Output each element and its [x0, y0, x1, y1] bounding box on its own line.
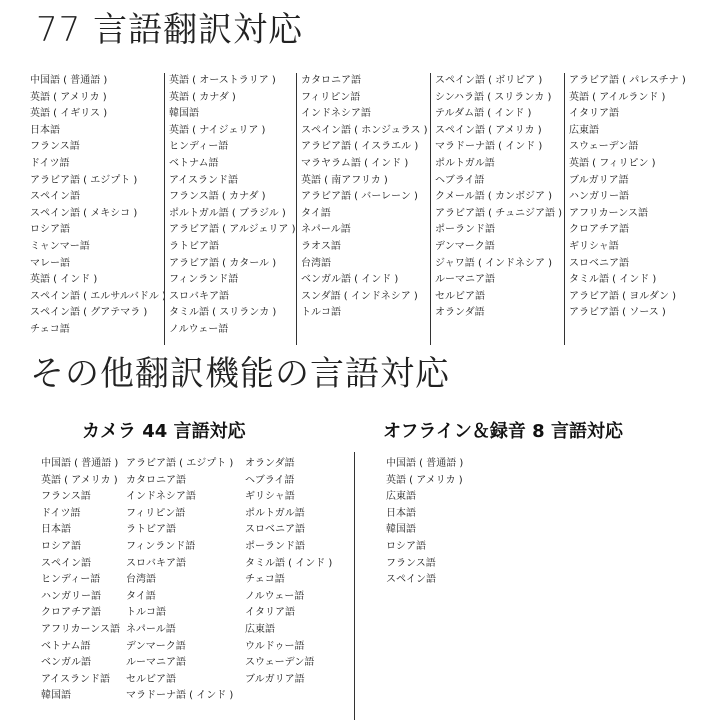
camera-language-column-2 [126, 456, 242, 705]
language-item: フィンランド語 [126, 540, 196, 552]
language-item: ブルガリア語 [245, 673, 305, 685]
language-item: スペイン語 ( ホンジュラス ) [301, 124, 428, 136]
language-item: 英語 ( イギリス ) [30, 108, 108, 120]
language-item: タイ語 [126, 590, 156, 602]
language-item: インドネシア語 [126, 491, 196, 503]
language-column-3 [296, 73, 428, 345]
language-item: セルビア語 [435, 290, 485, 302]
language-item: フィリピン語 [126, 507, 186, 519]
language-item: トルコ語 [126, 607, 166, 619]
camera-section-title: カメラ 44 言語対応 [82, 421, 246, 442]
language-item: フランス語 [41, 491, 91, 503]
language-item: セルビア語 [126, 673, 176, 685]
language-item: 韓国語 [41, 690, 71, 702]
language-item: ロシア語 [386, 540, 426, 552]
language-item: 韓国語 [386, 524, 416, 536]
language-item: ネパール語 [301, 224, 351, 236]
language-item: アラビア語 ( カタール ) [169, 257, 277, 269]
language-item: タミル語 ( インド ) [245, 557, 333, 569]
language-item: ドイツ語 [41, 507, 81, 519]
language-item: 台湾語 [126, 574, 156, 586]
language-item: ラオス語 [301, 240, 341, 252]
language-item: ロシア語 [41, 540, 81, 552]
language-item: ブルガリア語 [569, 174, 629, 186]
language-item: イタリア語 [245, 607, 295, 619]
language-item: シンハラ語 ( スリランカ ) [435, 91, 552, 103]
language-item: スペイン語 ( グアテマラ ) [30, 307, 148, 319]
language-item: スペイン語 ( エルサルバドル ) [30, 290, 166, 302]
language-column-4 [430, 73, 563, 345]
language-item: ベトナム語 [41, 640, 91, 652]
language-item: ポルトガル語 [435, 157, 495, 169]
language-item: ジャワ語 ( インドネシア ) [435, 257, 553, 269]
language-item: アフリカーンス語 [569, 207, 648, 219]
language-item: タミル語 ( スリランカ ) [169, 307, 277, 319]
language-item: 日本語 [30, 124, 60, 136]
language-item: アラビア語 ( アルジェリア ) [169, 224, 296, 236]
language-item: ノルウェー語 [245, 590, 305, 602]
language-item: 英語 ( アメリカ ) [30, 91, 107, 103]
language-item: トルコ語 [301, 307, 341, 319]
language-item: スペイン語 ( メキシコ ) [30, 207, 138, 219]
language-item: フランス語 [30, 141, 80, 153]
language-item: スペイン語 [386, 574, 436, 586]
language-item: スロベニア語 [245, 524, 305, 536]
language-item: マラヤラム語 ( インド ) [301, 157, 409, 169]
language-item: フィリピン語 [301, 91, 361, 103]
language-item: ヒンディー語 [169, 141, 229, 153]
language-item: 台湾語 [301, 257, 331, 269]
language-item: ラトビア語 [169, 240, 219, 252]
language-item: マラドーナ語 ( インド ) [126, 690, 234, 702]
language-item: ルーマニア語 [435, 274, 495, 286]
language-item: 広東語 [569, 124, 599, 136]
language-column-5 [564, 73, 691, 345]
language-item: スウェーデン語 [245, 657, 315, 669]
language-item: アイスランド語 [41, 673, 110, 685]
language-item: 英語 ( インド ) [30, 274, 98, 286]
language-item: チェコ語 [30, 323, 70, 335]
language-item: アラビア語 ( エジプト ) [30, 174, 138, 186]
language-item: スペイン語 ( アメリカ ) [435, 124, 542, 136]
language-item: 日本語 [41, 524, 71, 536]
language-item: 日本語 [386, 507, 416, 519]
language-item: 広東語 [386, 491, 416, 503]
language-item: チェコ語 [245, 574, 285, 586]
language-column-2 [164, 73, 296, 345]
language-item: アイスランド語 [169, 174, 238, 186]
language-item: タミル語 ( インド ) [569, 274, 657, 286]
language-item: スンダ語 ( インドネシア ) [301, 290, 418, 302]
language-item: ノルウェー語 [169, 323, 229, 335]
language-item: 英語 ( カナダ ) [169, 91, 236, 103]
language-item: アラビア語 ( ソース ) [569, 307, 666, 319]
language-item: デンマーク語 [435, 240, 495, 252]
language-item: アフリカーンス語 [41, 623, 120, 635]
language-item: オランダ語 [435, 307, 485, 319]
language-item: アラビア語 ( エジプト ) [126, 458, 234, 469]
language-item: ハンガリー語 [41, 590, 101, 602]
language-item: クメール語 ( カンボジア ) [435, 191, 553, 203]
language-item: 英語 ( アイルランド ) [569, 91, 666, 103]
language-item: 英語 ( アメリカ ) [41, 474, 118, 486]
language-item: ギリシャ語 [245, 491, 295, 503]
language-item: アラビア語 ( チュニジア語 ) [435, 207, 563, 219]
language-item: 英語 ( 南アフリカ ) [301, 174, 388, 186]
language-item: カタロニア語 [126, 474, 186, 486]
language-item: ヘブライ語 [435, 174, 485, 186]
camera-language-column-1 [41, 456, 125, 705]
language-item: ベトナム語 [169, 157, 219, 169]
offline-section-title: オフライン＆録音 8 言語対応 [383, 421, 623, 442]
language-item: ネパール語 [126, 623, 176, 635]
language-item: マラドーナ語 ( インド ) [435, 141, 543, 153]
language-item: ドイツ語 [30, 157, 70, 169]
language-item: アラビア語 ( イスラエル ) [301, 141, 419, 153]
language-item: ポーランド語 [245, 540, 305, 552]
language-item: ポーランド語 [435, 224, 495, 236]
language-item: タイ語 [301, 207, 331, 219]
language-item: ベンガル語 [41, 657, 91, 669]
language-item: フィンランド語 [169, 274, 239, 286]
language-item: 中国語 ( 普通語 ) [386, 458, 464, 469]
language-item: 中国語 ( 普通語 ) [30, 75, 108, 86]
language-item: カタロニア語 [301, 75, 361, 86]
language-item: 英語 ( アメリカ ) [386, 474, 463, 486]
language-item: ヒンディー語 [41, 574, 101, 586]
language-item: テルダム語 ( インド ) [435, 108, 532, 120]
offline-language-column [386, 456, 586, 589]
language-item: インドネシア語 [301, 108, 371, 120]
language-item: ポルトガル語 ( ブラジル ) [169, 207, 286, 219]
language-item: フランス語 [386, 557, 436, 569]
language-item: 英語 ( オーストラリア ) [169, 75, 276, 86]
language-item: クロアチア語 [569, 224, 629, 236]
language-item: 英語 ( フィリピン ) [569, 157, 656, 169]
language-item: スロバキア語 [126, 557, 186, 569]
language-item: ギリシャ語 [569, 240, 619, 252]
language-item: アラビア語 ( ヨルダン ) [569, 290, 677, 302]
section-divider [354, 452, 355, 720]
language-item: スペイン語 [41, 557, 91, 569]
language-item: アラビア語 ( バーレーン ) [301, 191, 418, 203]
language-item: スロバキア語 [169, 290, 229, 302]
language-item: アラビア語 ( パレスチナ ) [569, 75, 686, 86]
language-item: ラトビア語 [126, 524, 176, 536]
language-item: 韓国語 [169, 108, 199, 120]
language-item: ルーマニア語 [126, 657, 186, 669]
language-item: ポルトガル語 [245, 507, 305, 519]
language-item: クロアチア語 [41, 607, 101, 619]
language-item: ベンガル語 ( インド ) [301, 274, 399, 286]
language-item: 中国語 ( 普通語 ) [41, 458, 119, 469]
language-item: オランダ語 [245, 458, 295, 469]
language-item: イタリア語 [569, 108, 619, 120]
language-item: スロベニア語 [569, 257, 629, 269]
language-item: デンマーク語 [126, 640, 186, 652]
language-item: フランス語 ( カナダ ) [169, 191, 266, 203]
language-item: ウルドゥー語 [245, 640, 305, 652]
language-item: ハンガリー語 [569, 191, 629, 203]
language-item: スペイン語 [30, 191, 80, 203]
language-column-1 [30, 73, 164, 345]
language-item: 英語 ( ナイジェリア ) [169, 124, 266, 136]
page-title-77-languages: 77 言語翻訳対応 [36, 10, 304, 50]
page-title-other-features: その他翻訳機能の言語対応 [30, 354, 450, 394]
language-item: スウェーデン語 [569, 141, 639, 153]
language-item: ヘブライ語 [245, 474, 295, 486]
language-item: 広東語 [245, 623, 275, 635]
language-item: マレー語 [30, 257, 70, 269]
camera-language-column-3 [245, 456, 349, 688]
language-item: ミャンマー語 [30, 240, 90, 252]
language-item: ロシア語 [30, 224, 70, 236]
language-grid-77 [30, 73, 690, 345]
language-item: スペイン語 ( ボリビア ) [435, 75, 543, 86]
